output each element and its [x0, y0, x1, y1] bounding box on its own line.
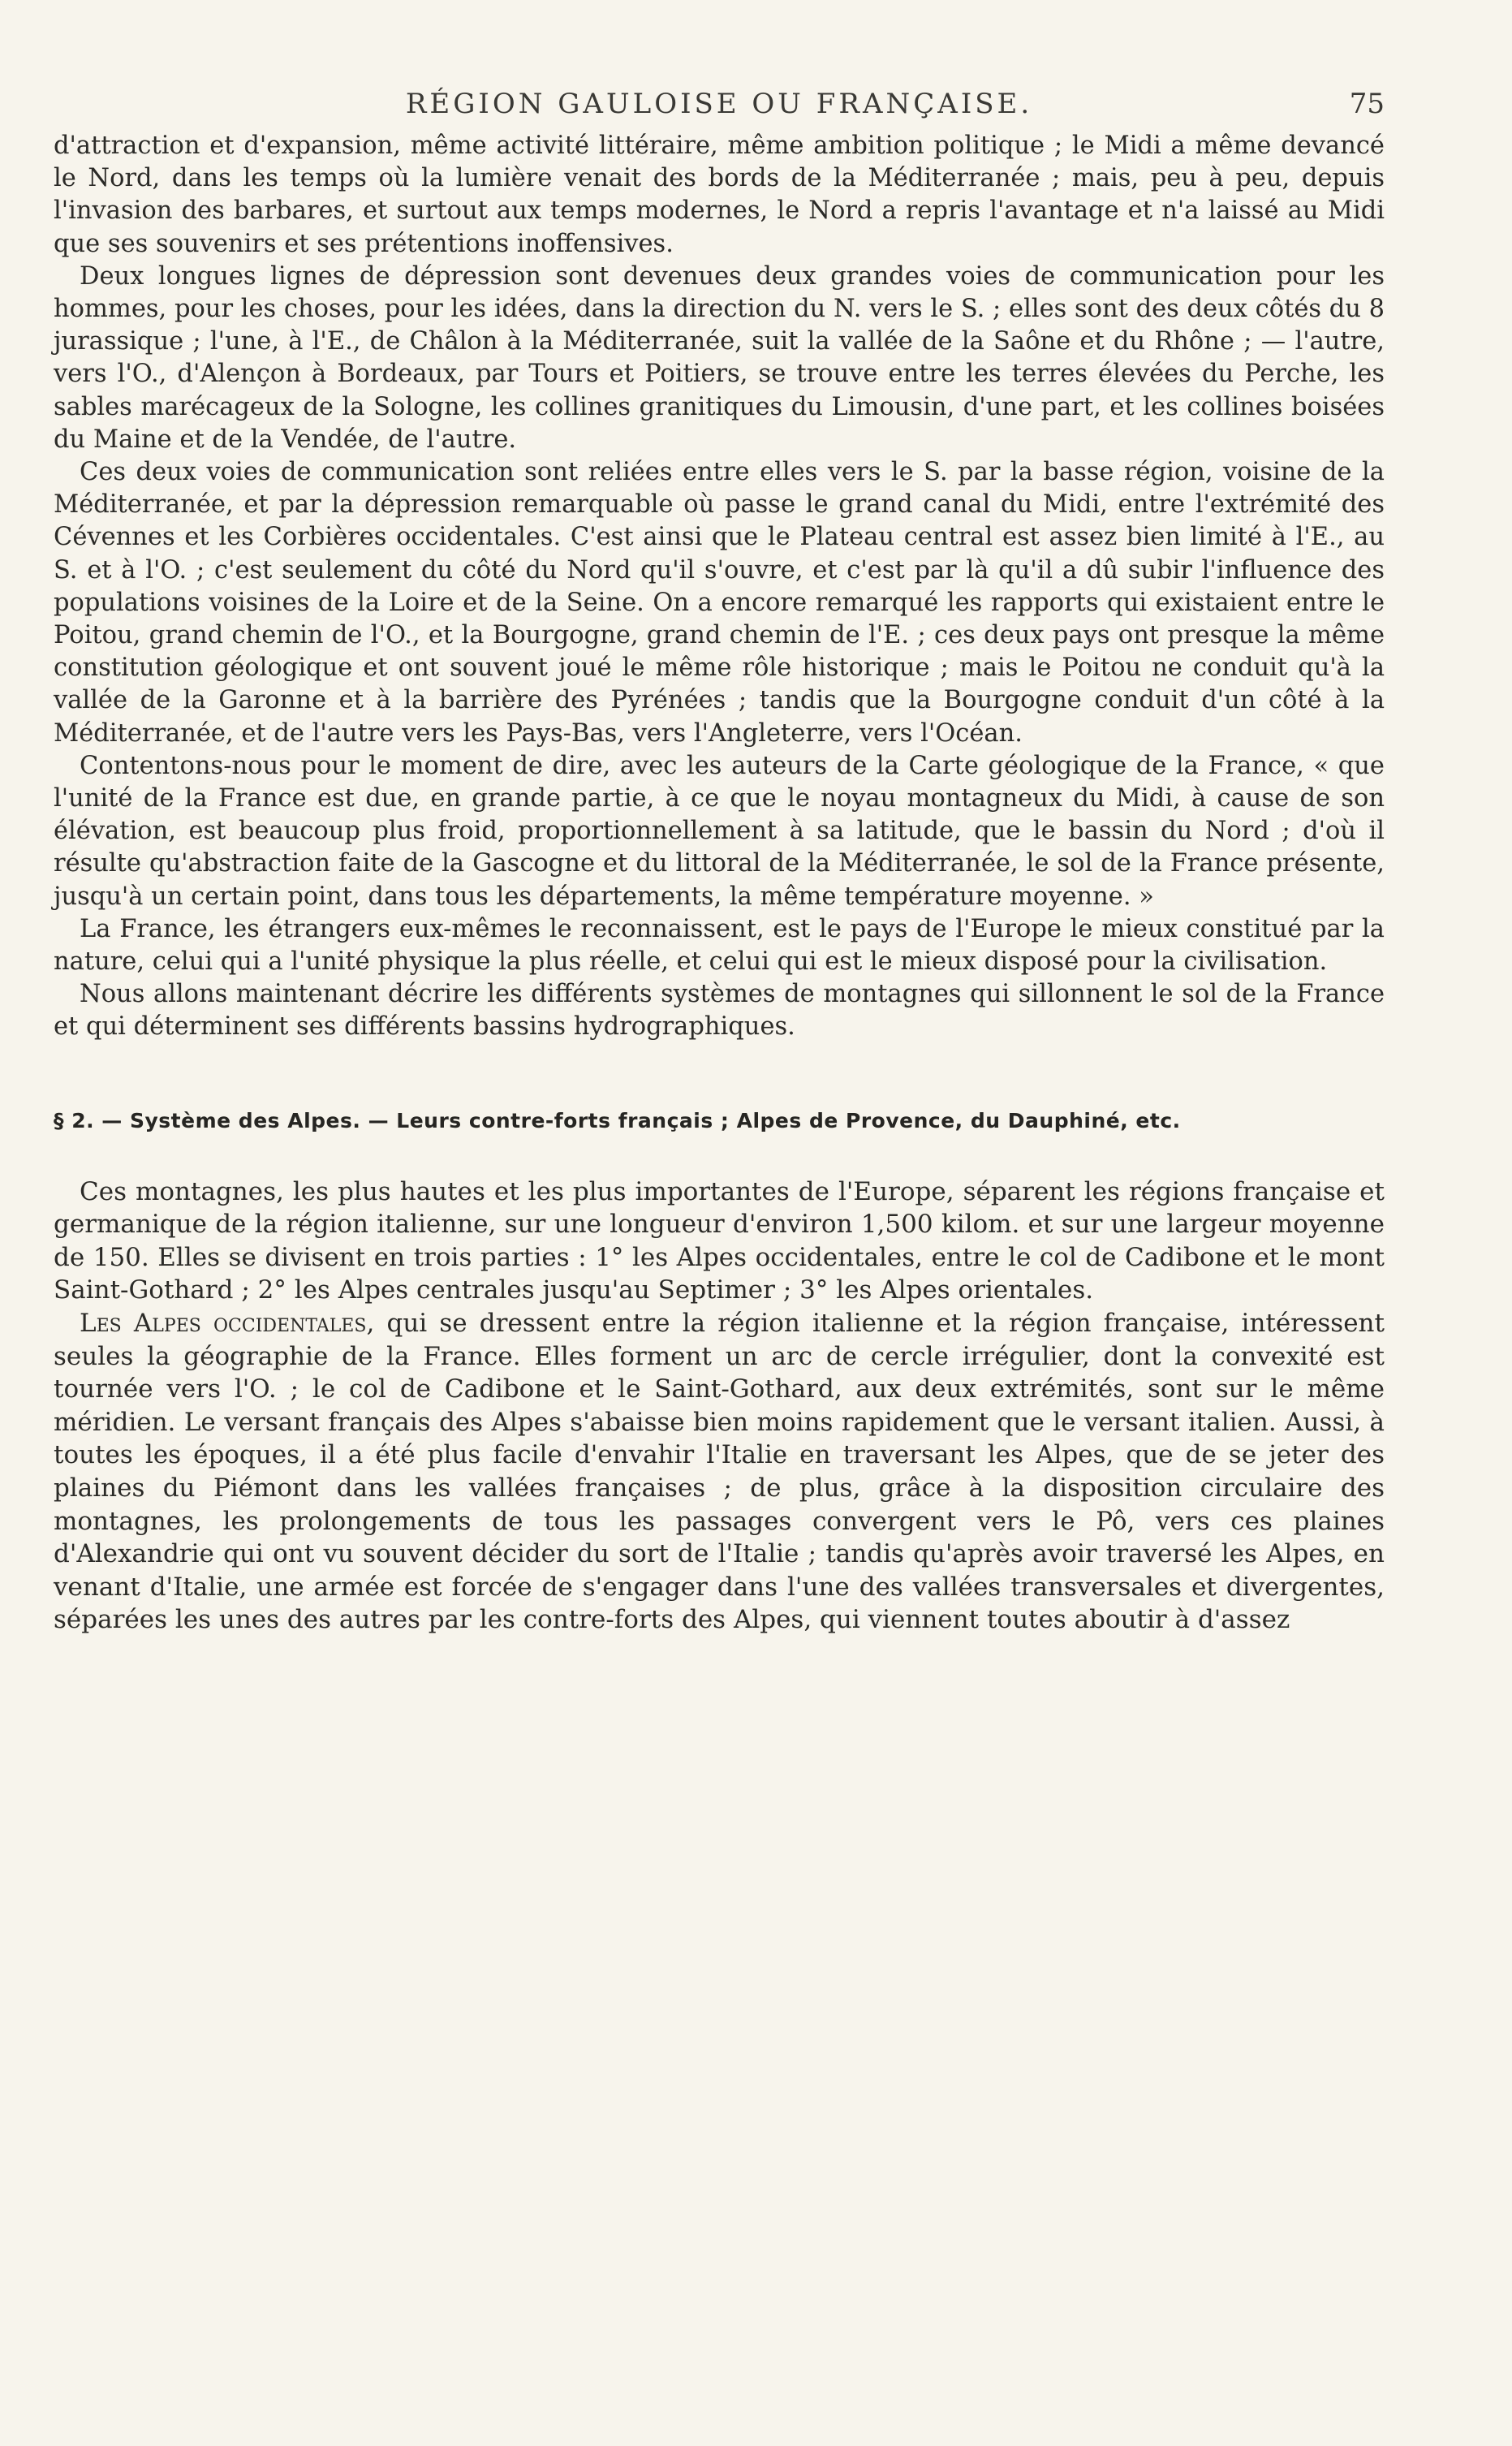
section-heading: § 2. — Système des Alpes. — Leurs contre-forts français ; Alpes de Provence, du Dauphiné, etc. [54, 1108, 1181, 1132]
book-page [54, 81, 1385, 1637]
paragraph: d'attraction et d'expansion, même activité littéraire, même ambition politique ; le Midi a même devancé le Nord, dans les temps où la lumière venait des bords de la Méditerranée ; mais, peu à peu, depuis l'invasion des barbares, et surtout aux temps modernes, le Nord a repris l'avantage et n'a laissé au Midi que ses souvenirs et ses prétentions inoffensives. [54, 132, 1385, 258]
page-header [54, 81, 1385, 130]
running-title: RÉGION GAULOISE OU FRANÇAISE. [405, 88, 1033, 120]
paragraph: Ces montagnes, les plus hautes et les plus importantes de l'Europe, séparent les régions française et germanique de la région italienne, sur une longueur d'environ 1,500 kilom. et sur une largeur moyenne de 150. Elles se divisent en trois parties : 1° les Alpes occidentales, entre le col de Cadibone et le mont Saint-Gothard ; 2° les Alpes centrales jusqu'au Septimer ; 3° les Alpes orientales. [54, 1176, 1385, 1305]
page-number: 75 [1349, 88, 1385, 120]
paragraph-lead: Les Alpes occidentales, [80, 1309, 375, 1339]
paragraph: Nous allons maintenant décrire les différents systèmes de montagnes qui sillonnent le sol de la France et qui déterminent ses différents bassins hydrographiques. [54, 980, 1385, 1042]
paragraph: Contentons-nous pour le moment de dire, avec les auteurs de la Carte géologique de la France, « que l'unité de la France est due, en grande partie, à ce que le noyau montagneux du Midi, à cause de son élévation, est beaucoup plus froid, proportionnellement à sa latitude, que le bassin du Nord ; d'où il résulte qu'abstraction faite de la Gascogne et du littoral de la Méditerranée, le sol de la France présente, jusqu'à un certain point, dans tous les départements, la même température moyenne. » [54, 751, 1385, 911]
section-1-body [54, 130, 1385, 1044]
paragraph: Ces deux voies de communication sont reliées entre elles vers le S. par la basse région, voisine de la Méditerranée, et par la dépression remarquable où passe le grand canal du Midi, entre l'extrémité des Cévennes et les Corbières occidentales. C'est ainsi que le Plateau central est assez bien limité à l'E., au S. et à l'O. ; c'est seulement du côté du Nord qu'il s'ouvre, et c'est par là qu'il a dû subir l'influence des populations voisines de la Loire et de la Seine. On a encore remarqué les rapports qui existaient entre le Poitou, grand chemin de l'O., et la Bourgogne, grand chemin de l'E. ; ces deux pays ont presque la même constitution géologique et ont souvent joué le même rôle historique ; mais le Poitou ne conduit qu'à la vallée de la Garonne et à la barrière des Pyrénées ; tandis que la Bourgogne conduit d'un côté à la Méditerranée, et de l'autre vers les Pays-Bas, vers l'Angleterre, vers l'Océan. [54, 458, 1385, 748]
paragraph: Deux longues lignes de dépression sont devenues deux grandes voies de communication pour les hommes, pour les choses, pour les idées, dans la direction du N. vers le S. ; elles sont des deux côtés du 8 jurassique ; l'une, à l'E., de Châlon à la Méditerranée, suit la vallée de la Saône et du Rhône ; — l'autre, vers l'O., d'Alençon à Bordeaux, par Tours et Poitiers, se trouve entre les terres élevées du Perche, les sables marécageux de la Sologne, les collines granitiques du Limousin, d'une part, et les collines boisées du Maine et de la Vendée, de l'autre. [54, 261, 1385, 454]
paragraph-text: qui se dressent entre la région italienne et la région française, intéressent seules la géographie de la France. Elles forment un arc de cercle irrégulier, dont la convexité est tournée vers l'O. ; le col de Cadibone et le Saint-Gothard, aux deux extrémités, sont sur le même méridien. Le versant français des Alpes s'abaisse bien moins rapidement que le versant italien. Aussi, à toutes les époques, il a été plus facile d'envahir l'Italie en traversant les Alpes, que de se jeter des plaines du Piémont dans les vallées françaises ; de plus, grâce à la disposition circulaire des montagnes, les prolongements de tous les passages convergent vers le Pô, vers ces plaines d'Alexandrie qui ont vu souvent décider du sort de l'Italie ; tandis qu'après avoir traversé les Alpes, en venant d'Italie, une armée est forcée de s'engager dans l'une des vallées transversales et divergentes, séparées les unes des autres par les contre-forts des Alpes, qui viennent toutes aboutir à d'assez [54, 1309, 1385, 1635]
paragraph [54, 1307, 1385, 1637]
section-2-body [54, 1176, 1385, 1637]
paragraph: La France, les étrangers eux-mêmes le reconnaissent, est le pays de l'Europe le mieux constitué par la nature, celui qui a l'unité physique la plus réelle, et celui qui est le mieux disposé pour la civilisation. [54, 914, 1385, 977]
